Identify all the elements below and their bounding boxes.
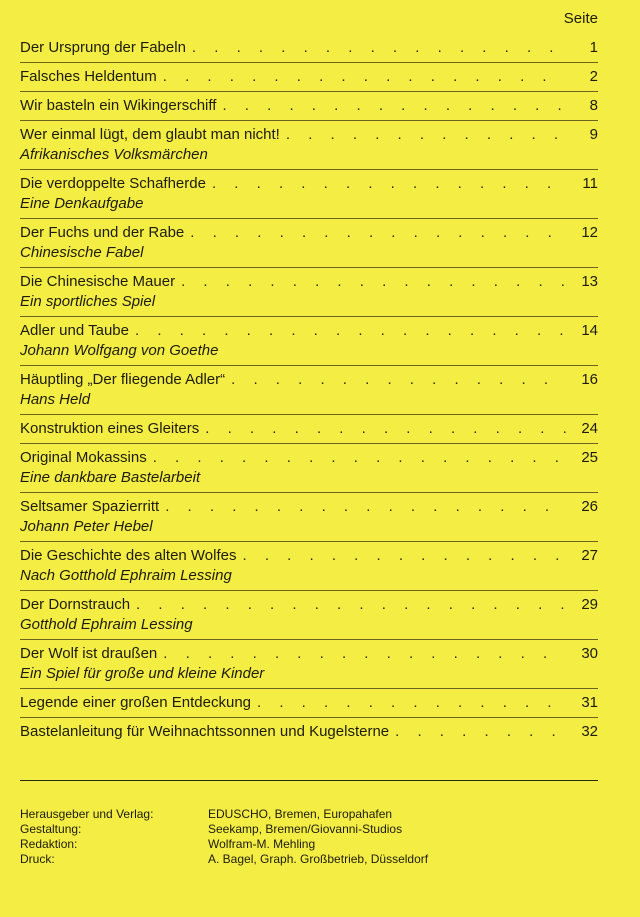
toc-title: Die verdoppelte Schafherde [20,175,206,192]
toc-entry [20,92,598,121]
imprint-value: Wolfram-M. Mehling [208,837,316,851]
toc-line [20,595,598,615]
imprint-value: EDUSCHO, Bremen, Europahafen [208,807,393,821]
imprint-label: Druck: [20,852,55,866]
toc-title: Wer einmal lügt, dem glaubt man nicht! [20,126,280,143]
toc-line [20,419,598,439]
toc-title: Der Fuchs und der Rabe [20,224,185,241]
toc-page-number: 26 [581,498,598,515]
toc-title: Die Chinesische Mauer [20,273,176,290]
toc-entry [20,640,598,689]
toc-title: Original Mokassins [20,449,147,466]
toc-entry [20,170,598,219]
toc-page-number: 12 [581,224,598,241]
toc-page-number: 31 [581,694,598,711]
dot-leader [205,419,566,439]
toc-subtitle: Chinesische Fabel [20,244,144,261]
toc-line [20,546,598,566]
page-column-header: Seite [563,10,598,27]
dot-leader [135,321,566,341]
dot-leader [286,125,566,145]
imprint-row [20,852,428,867]
toc-line [20,321,598,341]
toc-page-number: 30 [581,645,598,662]
toc-subtitle: Eine dankbare Bastelarbeit [20,469,201,486]
toc-page-number: 25 [581,449,598,466]
toc-line [20,644,598,664]
toc-subtitle: Eine Denkaufgabe [20,195,144,212]
toc-subtitle: Ein Spiel für große und kleine Kinder [20,665,265,682]
imprint-value: A. Bagel, Graph. Großbetrieb, Düsseldorf [208,852,429,866]
dot-leader [222,96,566,116]
imprint-label: Herausgeber und Verlag: [20,807,154,821]
toc-page-number: 27 [581,547,598,564]
toc-subtitle: Johann Wolfgang von Goethe [20,342,219,359]
toc-title: Der Ursprung der Fabeln [20,39,186,56]
dot-leader [395,722,566,742]
toc-title: Adler und Taube [20,322,129,339]
toc-line [20,722,598,742]
toc-subtitle: Johann Peter Hebel [20,518,153,535]
imprint-row [20,837,428,852]
toc-subtitle: Ein sportliches Spiel [20,293,156,310]
dot-leader [192,38,566,58]
toc-line [20,497,598,517]
toc-entry [20,493,598,542]
toc-subtitle: Gotthold Ephraim Lessing [20,616,193,633]
imprint-label: Redaktion: [20,837,78,851]
toc-line [20,223,598,243]
toc-page-number: 8 [589,97,598,114]
toc-title: Bastelanleitung für Weihnachtssonnen und Kugelsterne [20,723,390,740]
divider [20,780,598,781]
toc-entry [20,718,598,746]
toc-line [20,125,598,145]
toc-title: Legende einer großen Entdeckung [20,694,252,711]
dot-leader [153,448,566,468]
toc-entry [20,121,598,170]
imprint-value: Seekamp, Bremen/Giovanni-Studios [208,822,403,836]
toc-entry [20,63,598,92]
toc-page-number: 13 [581,273,598,290]
toc-page-number: 14 [581,322,598,339]
toc-subtitle: Afrikanisches Volksmärchen [20,146,208,163]
toc-page-number: 32 [581,723,598,740]
toc-title: Falsches Heldentum [20,68,157,85]
toc-entry [20,38,598,63]
toc-entry [20,317,598,366]
imprint [20,807,428,867]
toc-line [20,38,598,58]
dot-leader [243,546,567,566]
toc-page-number: 16 [581,371,598,388]
toc-page-number: 2 [589,68,598,85]
dot-leader [257,693,566,713]
table-of-contents [20,38,598,746]
dot-leader [136,595,566,615]
dot-leader [181,272,566,292]
dot-leader [231,370,566,390]
toc-title: Der Dornstrauch [20,596,131,613]
imprint-label: Gestaltung: [20,822,82,836]
toc-line [20,693,598,713]
toc-title: Wir basteln ein Wikingerschiff [20,97,217,114]
toc-line [20,448,598,468]
toc-entry [20,591,598,640]
toc-title: Seltsamer Spazierritt [20,498,160,515]
toc-line [20,174,598,194]
dot-leader [163,644,566,664]
toc-line [20,96,598,116]
toc-subtitle: Hans Held [20,391,91,408]
toc-line [20,272,598,292]
dot-leader [165,497,566,517]
toc-title: Häuptling „Der fliegende Adler“ [20,371,226,388]
toc-entry [20,268,598,317]
toc-page-number: 29 [581,596,598,613]
imprint-row [20,807,428,822]
toc-entry [20,542,598,591]
toc-title: Die Geschichte des alten Wolfes [20,547,237,564]
toc-entry [20,689,598,718]
toc-title: Der Wolf ist draußen [20,645,158,662]
toc-line [20,67,598,87]
dot-leader [190,223,566,243]
imprint-row [20,822,428,837]
toc-line [20,370,598,390]
toc-entry [20,366,598,415]
toc-entry [20,444,598,493]
toc-title: Konstruktion eines Gleiters [20,420,200,437]
toc-page-number: 11 [582,175,598,192]
toc-page-number: 24 [581,420,598,437]
toc-entry [20,219,598,268]
toc-entry [20,415,598,444]
dot-leader [163,67,566,87]
toc-page-number: 1 [589,39,598,56]
toc-subtitle: Nach Gotthold Ephraim Lessing [20,567,232,584]
dot-leader [212,174,566,194]
toc-page-number: 9 [589,126,598,143]
